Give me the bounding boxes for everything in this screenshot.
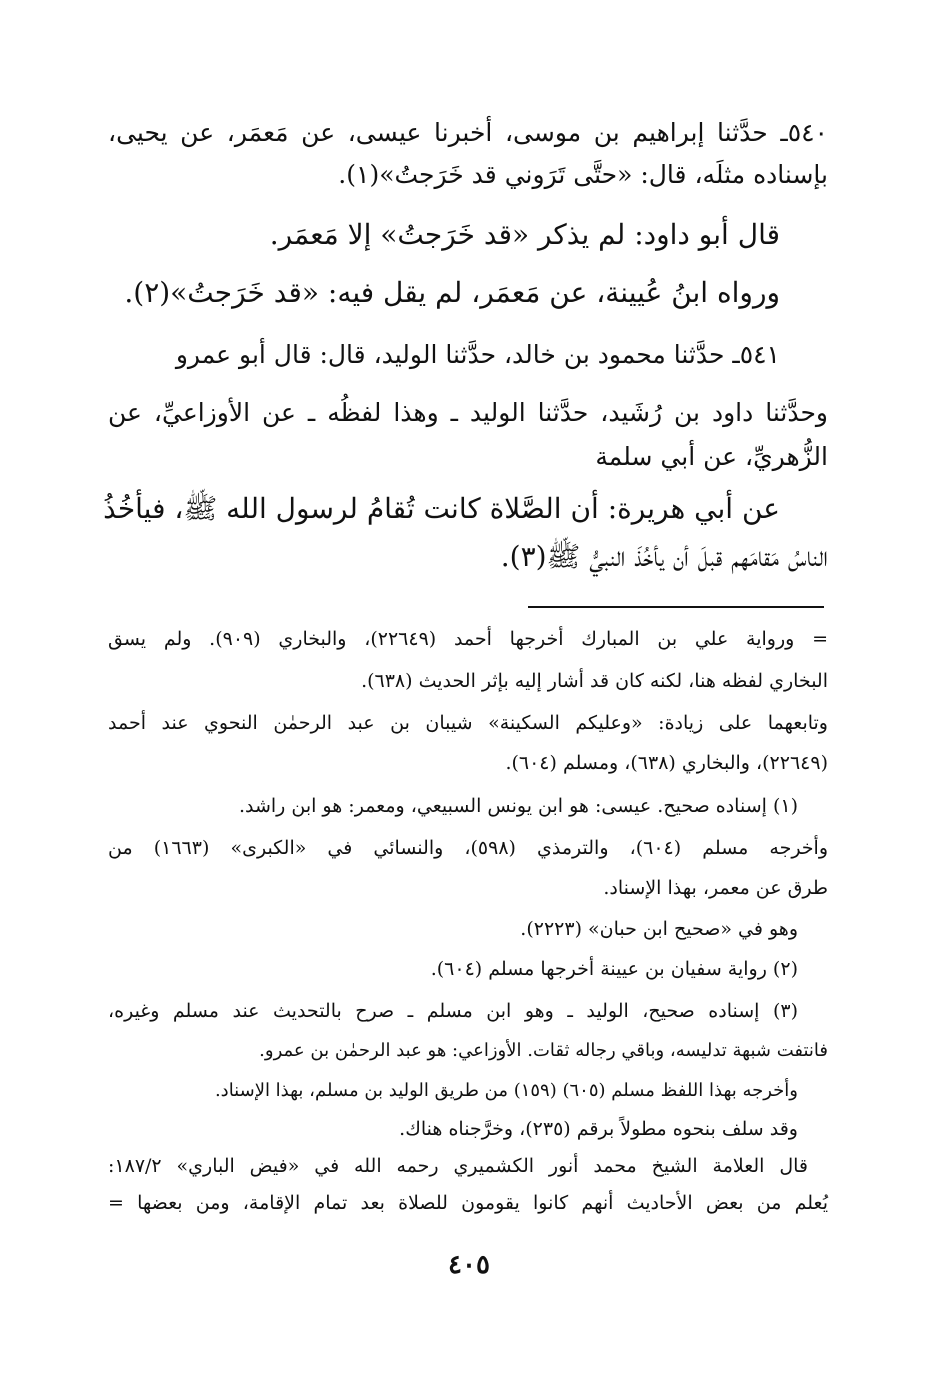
main-line-6: وحدَّثنا داود بن رُشَيد، حدَّثنا الوليد ـ وهذا لفظُه ـ عن الأوزاعيِّ، عن xyxy=(108,398,828,427)
footnote-line-14: قال العلامة الشيخ محمد أنور الكشميري رحمه الله في «فيض الباري» ١٨٧/٢: xyxy=(108,1155,808,1177)
footnote-separator xyxy=(528,606,824,608)
footnote-line-3: وتابعهما على زيادة: «وعليكم السكينة» شيبان بن عبد الرحمٰن النحوي عند أحمد xyxy=(108,712,828,734)
footnote-line-11: فانتفت شبهة تدليسه، وباقي رجاله ثقات. الأوزاعي: هو عبد الرحمٰن بن عمرو. xyxy=(259,1040,828,1061)
footnote-line-13: وقد سلف بنحوه مطولاً برقم (٢٣٥)، وخرَّجناه هناك. xyxy=(399,1118,798,1140)
footnote-line-10: (٣) إسناده صحيح، الوليد ـ وهو ابن مسلم ـ صرح بالتحديث عند مسلم وغيره، xyxy=(108,1000,798,1022)
footnote-line-1: = ورواية علي بن المبارك أخرجها أحمد (٢٢٦٤٩)، والبخاري (٩٠٩). ولم يسق xyxy=(108,628,828,650)
main-line-2: بإسناده مثلَه، قال: «حتَّى تَرَوني قد خَرَجتُ»(١). xyxy=(338,160,828,189)
footnote-line-12: وأخرجه بهذا اللفظ مسلم (٦٠٥) (١٥٩) من طريق الوليد بن مسلم، بهذا الإسناد. xyxy=(214,1080,798,1101)
main-line-8: عن أبي هريرة: أن الصَّلاة كانت تُقامُ لرسول الله ﷺ، فيأخُذُ xyxy=(103,492,780,525)
main-line-7: الزُّهريِّ، عن أبي سلمة xyxy=(595,442,828,471)
main-line-4: ورواه ابنُ عُيينة، عن مَعمَر، لم يقل فيه: «قد خَرَجتُ»(٢). xyxy=(124,276,780,309)
main-line-1: ٥٤٠ـ حدَّثنا إبراهيم بن موسى، أخبرنا عيسى، عن مَعمَر، عن يحيى، xyxy=(108,118,828,147)
page-number: ٤٠٥ xyxy=(448,1250,490,1280)
footnote-line-2: البخاري لفظه هنا، لكنه كان قد أشار إليه بإثر الحديث (٦٣٨). xyxy=(361,670,828,692)
footnote-line-8: وهو في «صحيح ابن حبان» (٢٢٢٣). xyxy=(520,918,798,940)
footnote-line-4: (٢٢٦٤٩)، والبخاري (٦٣٨)، ومسلم (٦٠٤). xyxy=(505,752,828,774)
footnote-line-15: يُعلم من بعض الأحاديث أنهم كانوا يقومون للصلاة بعد تمام الإقامة، ومن بعضها = xyxy=(108,1192,828,1214)
footnote-line-9: (٢) رواية سفيان بن عيينة أخرجها مسلم (٦٠٤). xyxy=(430,958,798,980)
footnote-line-6: وأخرجه مسلم (٦٠٤)، والترمذي (٥٩٨)، والنسائي في «الكبرى» (١٦٦٣) من xyxy=(108,837,829,859)
main-line-3: قال أبو داود: لم يذكر «قد خَرَجتُ» إلا مَعمَر. xyxy=(269,218,780,251)
footnote-line-5: (١) إسناده صحيح. عيسى: هو ابن يونس السبيعي، ومعمر: هو ابن راشد. xyxy=(238,795,798,817)
main-line-9: الناسُ مَقامَهم قبلَ أن يأخُذَ النبيُّ ﷺ(٣). xyxy=(500,540,828,573)
main-line-5: ٥٤١ـ حدَّثنا محمود بن خالد، حدَّثنا الوليد، قال: قال أبو عمرو xyxy=(175,340,780,369)
footnote-line-7: طرق عن معمر، بهذا الإسناد. xyxy=(603,877,828,899)
